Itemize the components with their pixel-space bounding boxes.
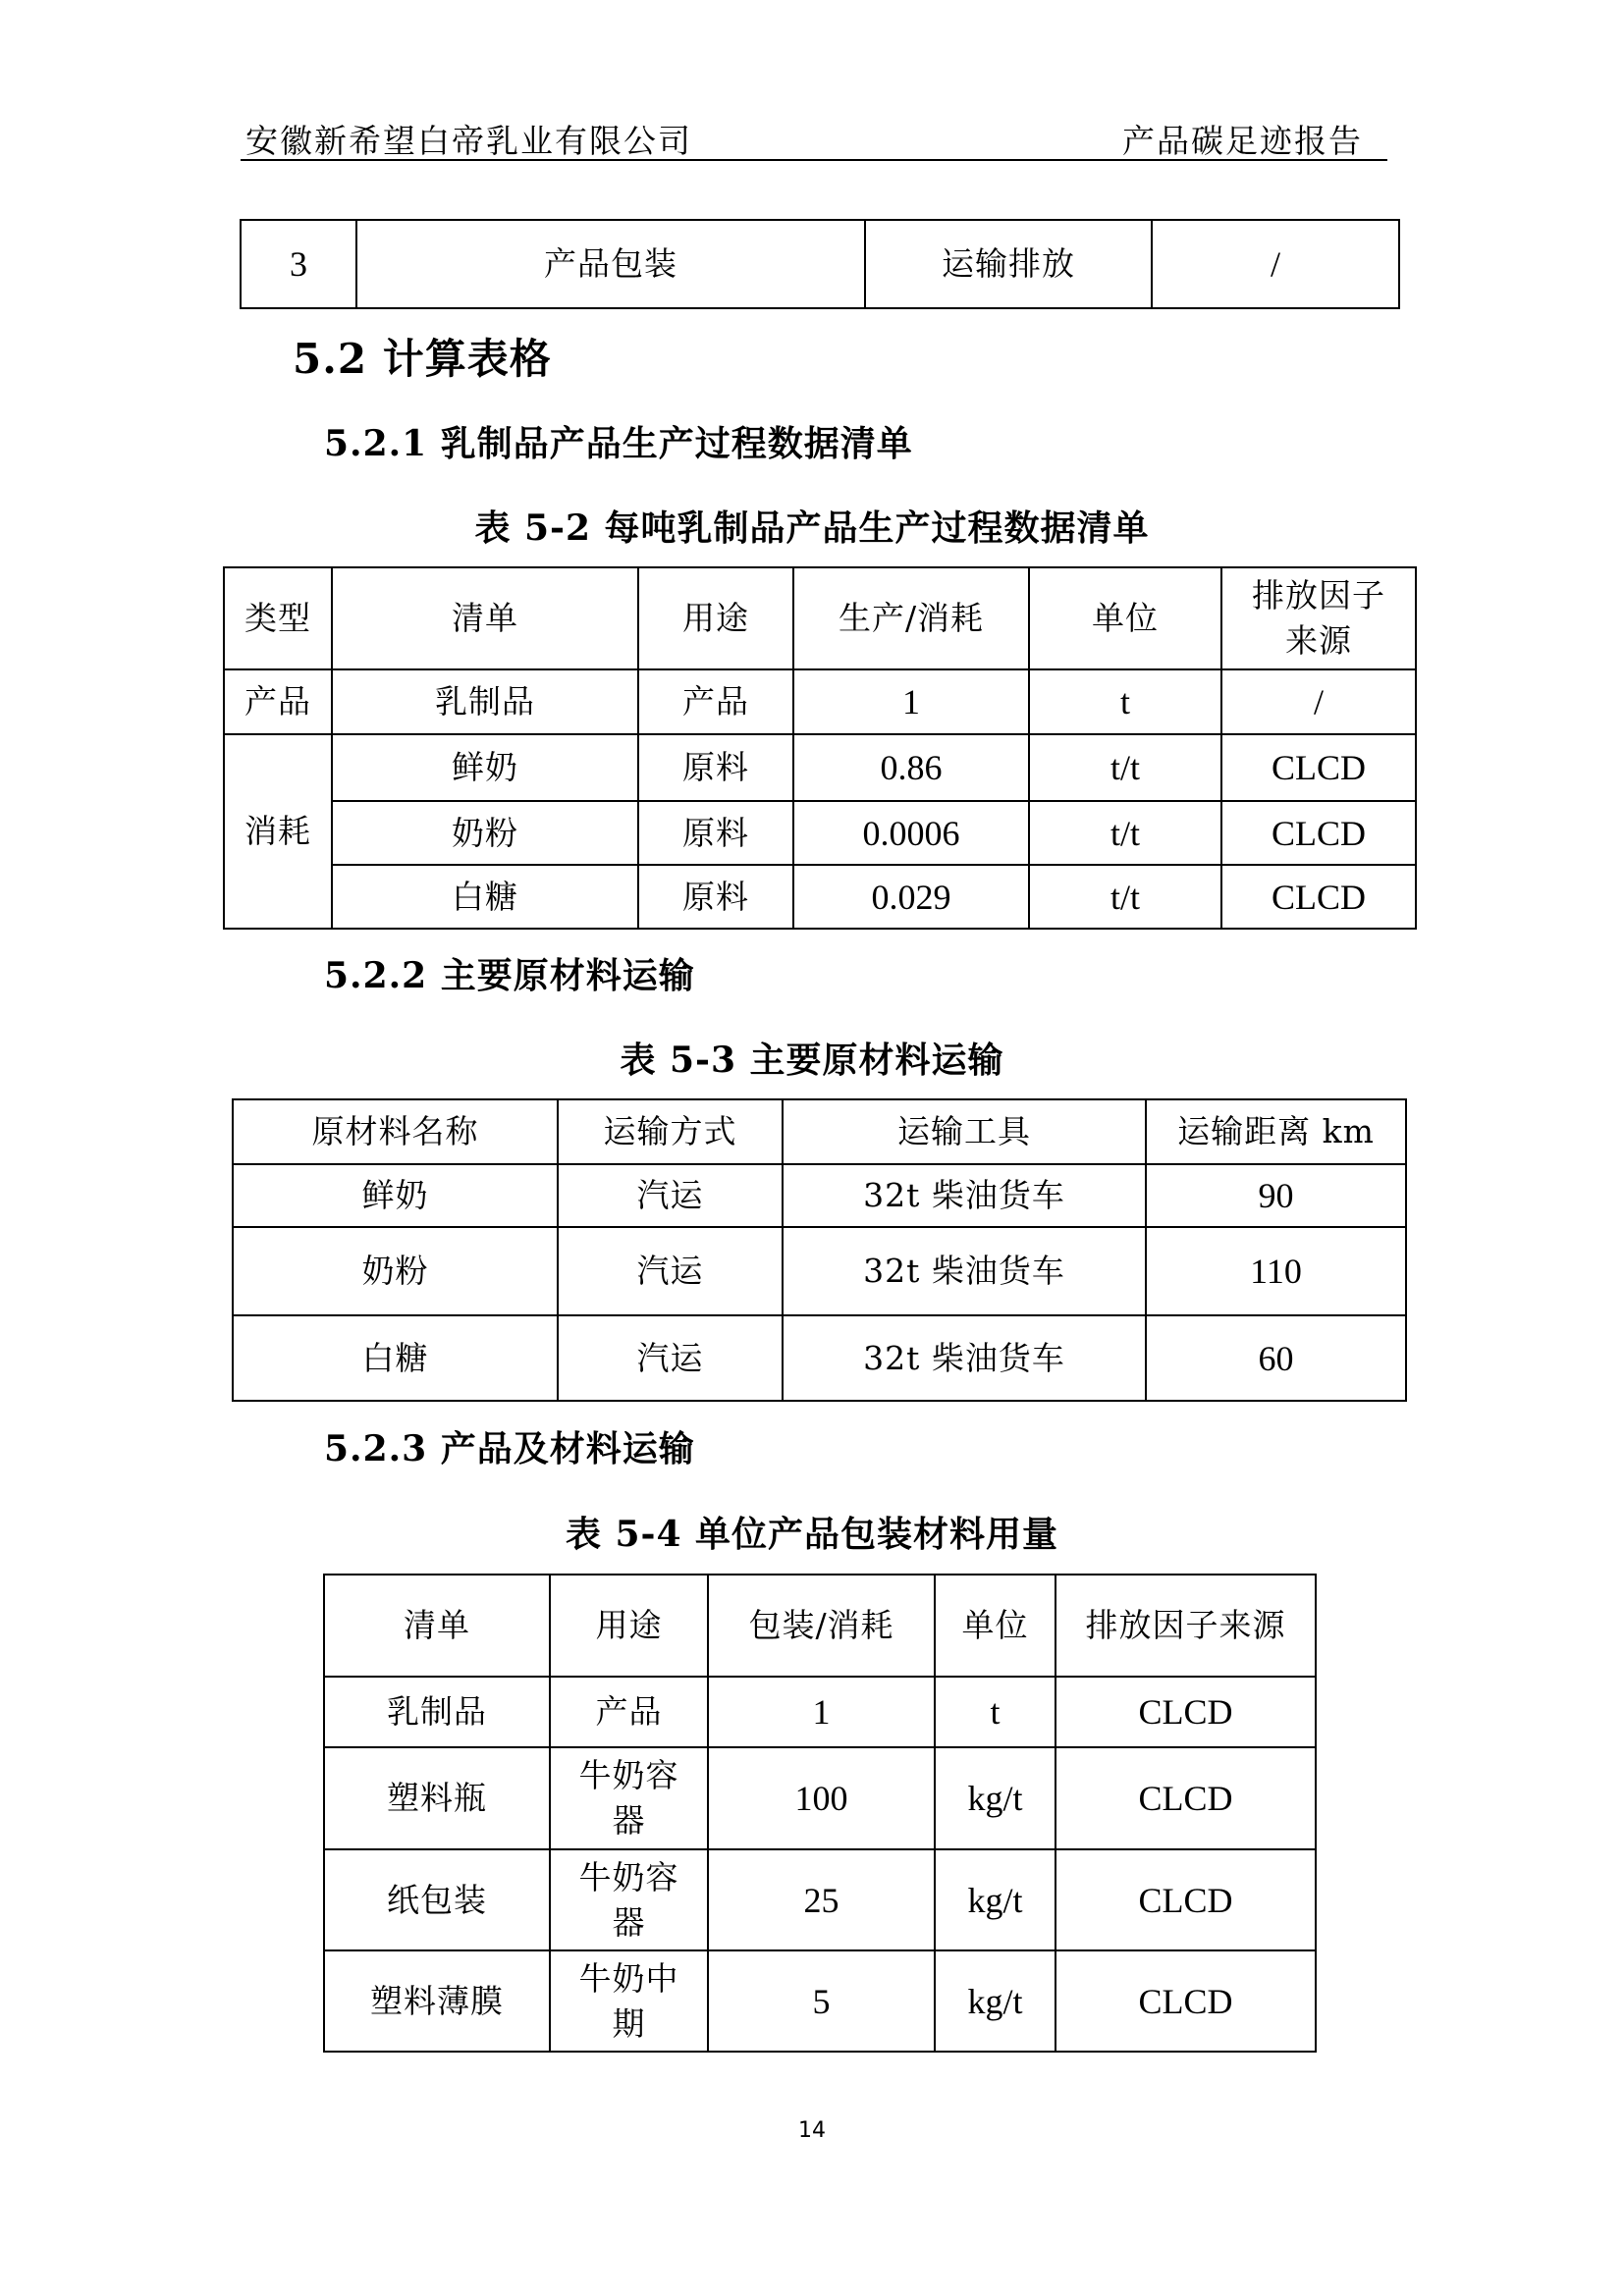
table-cell: 塑料薄膜 <box>324 1950 550 2052</box>
table-cell: CLCD <box>1056 1747 1316 1849</box>
table-cell: 乳制品 <box>332 669 638 734</box>
table-cell: 汽运 <box>558 1164 783 1227</box>
table-row <box>224 734 1416 801</box>
table-5-2-caption: 表 5-2 每吨乳制品产品生产过程数据清单 <box>474 507 1150 549</box>
table-cell: CLCD <box>1056 1849 1316 1950</box>
table-cell: 0.029 <box>793 865 1029 929</box>
table-cell: 0.86 <box>793 734 1029 801</box>
section-heading-5-2-2: 5.2.2 主要原材料运输 <box>324 955 695 996</box>
table-cell: CLCD <box>1056 1950 1316 2052</box>
row-type-cell: 产品 <box>224 669 332 734</box>
table-cell: kg/t <box>935 1950 1056 2052</box>
table-cell: 5 <box>708 1950 935 2052</box>
table-cell: 奶粉 <box>233 1227 558 1315</box>
table-cell: 牛奶容器 <box>550 1747 708 1849</box>
column-header: 清单 <box>324 1575 550 1677</box>
table-cell: / <box>1152 220 1399 308</box>
table-header-row <box>224 567 1416 669</box>
table-cell: 牛奶容器 <box>550 1849 708 1950</box>
table-cell: 奶粉 <box>332 801 638 865</box>
column-header: 用途 <box>550 1575 708 1677</box>
column-header: 类型 <box>224 567 332 669</box>
table-cell: 纸包装 <box>324 1849 550 1950</box>
column-header: 原材料名称 <box>233 1099 558 1164</box>
table-5-4-caption: 表 5-4 单位产品包装材料用量 <box>565 1514 1059 1555</box>
page-number: 14 <box>798 2118 826 2143</box>
table-row <box>324 1677 1316 1747</box>
column-header: 用途 <box>638 567 793 669</box>
top-table <box>240 219 1400 309</box>
table-cell: t <box>1029 669 1221 734</box>
table-cell: 90 <box>1146 1164 1406 1227</box>
table-row <box>233 1227 1406 1315</box>
table-row <box>224 669 1416 734</box>
column-header: 运输方式 <box>558 1099 783 1164</box>
column-header: 单位 <box>935 1575 1056 1677</box>
table-cell: 产品 <box>550 1677 708 1747</box>
table-cell: 原料 <box>638 801 793 865</box>
table-cell: 汽运 <box>558 1315 783 1401</box>
table-row <box>233 1164 1406 1227</box>
table-5-3-caption: 表 5-3 主要原材料运输 <box>620 1040 1004 1081</box>
table-cell: / <box>1221 669 1416 734</box>
section-heading-5-2-3: 5.2.3 产品及材料运输 <box>324 1428 695 1469</box>
table-cell: t/t <box>1029 801 1221 865</box>
column-header: 生产/消耗 <box>793 567 1029 669</box>
column-header: 包装/消耗 <box>708 1575 935 1677</box>
table-cell: 1 <box>793 669 1029 734</box>
table-row <box>324 1747 1316 1849</box>
table-5-4 <box>323 1574 1317 2053</box>
column-header: 排放因子来源 <box>1056 1575 1316 1677</box>
table-cell: CLCD <box>1056 1677 1316 1747</box>
header-company: 安徽新希望白帝乳业有限公司 <box>245 122 692 160</box>
table-cell: 牛奶中期 <box>550 1950 708 2052</box>
table-row <box>233 1315 1406 1401</box>
table-row <box>224 801 1416 865</box>
table-cell: 汽运 <box>558 1227 783 1315</box>
column-header: 排放因子来源 <box>1221 567 1416 669</box>
table-cell: 产品包装 <box>356 220 865 308</box>
table-row <box>241 220 1399 308</box>
header-rule <box>241 159 1387 161</box>
table-cell: 25 <box>708 1849 935 1950</box>
column-header: 清单 <box>332 567 638 669</box>
table-cell: t <box>935 1677 1056 1747</box>
table-cell: 鲜奶 <box>332 734 638 801</box>
row-type-cell: 消耗 <box>224 734 332 929</box>
table-row <box>224 865 1416 929</box>
table-5-3 <box>232 1098 1407 1402</box>
table-cell: 32t 柴油货车 <box>783 1227 1146 1315</box>
table-cell: 原料 <box>638 865 793 929</box>
table-cell: 乳制品 <box>324 1677 550 1747</box>
table-cell: t/t <box>1029 734 1221 801</box>
table-row <box>324 1849 1316 1950</box>
table-cell: 0.0006 <box>793 801 1029 865</box>
table-cell: 鲜奶 <box>233 1164 558 1227</box>
table-row <box>324 1950 1316 2052</box>
table-cell: 原料 <box>638 734 793 801</box>
table-cell: t/t <box>1029 865 1221 929</box>
header-report-title: 产品碳足迹报告 <box>1122 122 1363 160</box>
section-heading-5-2: 5.2 计算表格 <box>293 335 552 383</box>
table-cell: CLCD <box>1221 801 1416 865</box>
section-heading-5-2-1: 5.2.1 乳制品产品生产过程数据清单 <box>324 423 913 464</box>
table-cell: CLCD <box>1221 865 1416 929</box>
table-cell: 32t 柴油货车 <box>783 1164 1146 1227</box>
table-cell: 3 <box>241 220 356 308</box>
table-cell: 110 <box>1146 1227 1406 1315</box>
table-cell: 产品 <box>638 669 793 734</box>
table-cell: 塑料瓶 <box>324 1747 550 1849</box>
table-header-row <box>324 1575 1316 1677</box>
table-cell: CLCD <box>1221 734 1416 801</box>
table-header-row <box>233 1099 1406 1164</box>
column-header: 单位 <box>1029 567 1221 669</box>
table-cell: 32t 柴油货车 <box>783 1315 1146 1401</box>
table-cell: 100 <box>708 1747 935 1849</box>
column-header: 运输距离 km <box>1146 1099 1406 1164</box>
table-5-2 <box>223 566 1417 930</box>
table-cell: kg/t <box>935 1747 1056 1849</box>
table-cell: 1 <box>708 1677 935 1747</box>
column-header: 运输工具 <box>783 1099 1146 1164</box>
table-cell: kg/t <box>935 1849 1056 1950</box>
table-cell: 60 <box>1146 1315 1406 1401</box>
table-cell: 白糖 <box>233 1315 558 1401</box>
table-cell: 运输排放 <box>865 220 1152 308</box>
table-cell: 白糖 <box>332 865 638 929</box>
